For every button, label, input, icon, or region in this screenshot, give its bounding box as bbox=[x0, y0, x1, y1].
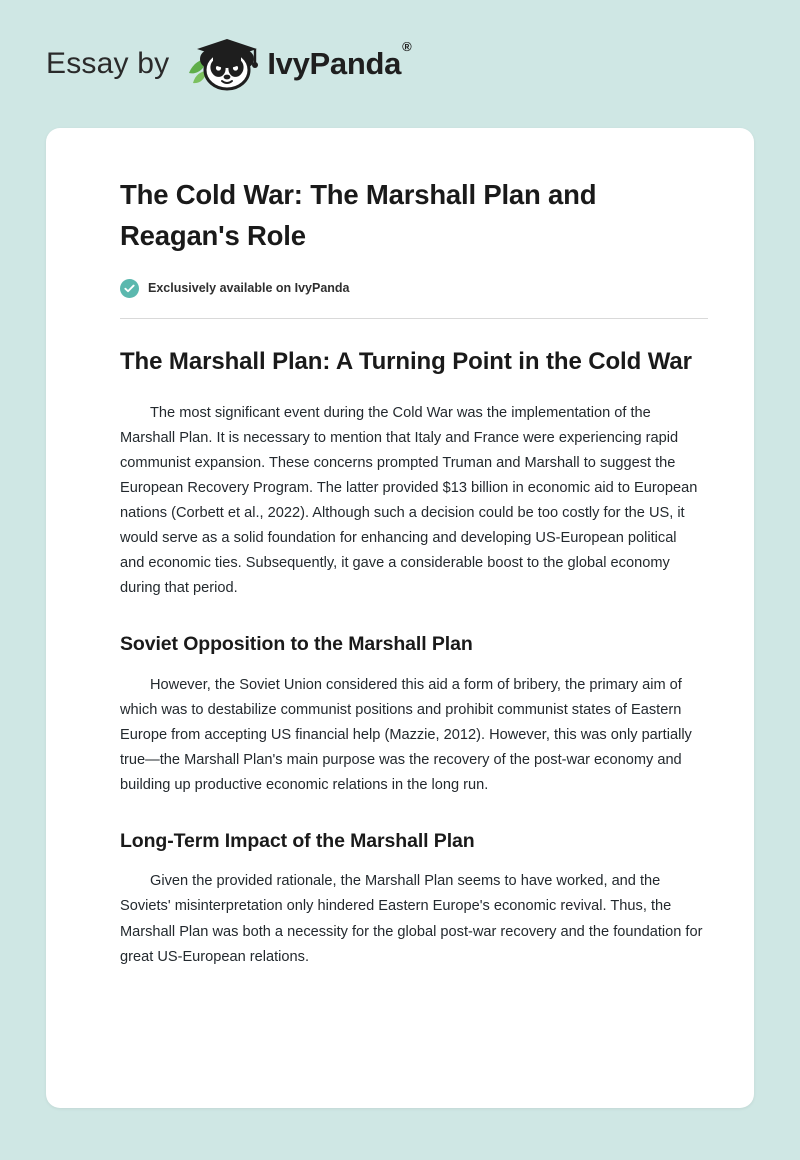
exclusive-label: Exclusively available on IvyPanda bbox=[148, 281, 350, 295]
brand[interactable] bbox=[46, 33, 410, 95]
brand-trademark: ® bbox=[402, 38, 412, 54]
document-card bbox=[46, 128, 754, 1108]
check-circle-icon bbox=[120, 279, 139, 298]
section-heading-3: Long-Term Impact of the Marshall Plan bbox=[120, 830, 475, 853]
section-heading-1: The Marshall Plan: A Turning Point in the Cold War bbox=[120, 347, 692, 375]
section-heading-2: Soviet Opposition to the Marshall Plan bbox=[120, 633, 473, 656]
essay-by-label: Essay by bbox=[46, 47, 170, 80]
section-paragraph-3: Given the provided rationale, the Marshall Plan seems to have worked, and the Soviets' misinterpretation only hindered Eastern Europe's economic revival. Thus, the Marshall Plan was both a necessity for the global post-war recovery and the foundation for great US-European relations. bbox=[120, 873, 703, 965]
exclusive-badge bbox=[74, 279, 726, 298]
page-title: The Cold War: The Marshall Plan and Reagan's Role bbox=[120, 179, 597, 252]
title-divider bbox=[120, 318, 708, 319]
brand-wordmark bbox=[267, 38, 412, 82]
panda-graduate-icon bbox=[183, 33, 261, 95]
brand-name: IvyPanda bbox=[267, 46, 402, 81]
brand-logo[interactable] bbox=[183, 33, 410, 95]
site-header bbox=[0, 0, 800, 128]
section-paragraph-1: The most significant event during the Cold War was the implementation of the Marshall Plan. It is necessary to mention that Italy and France were experiencing rapid communist expansion. These concerns prompted Truman and Marshall to suggest the European Recovery Program. The latter provided $13 billion in economic aid to European nations (Corbett et al., 2022). Although such a decision could be too costly for the US, it would serve as a solid foundation for enhancing and developing US-European political and economic ties. Subsequently, it gave a considerable boost to the global economy during that period. bbox=[120, 404, 698, 597]
section-paragraph-2: However, the Soviet Union considered this aid a form of bribery, the primary aim of which was to destabilize communist positions and prohibit communist states of Eastern Europe from accepting US financial help (Mazzie, 2012). However, this was only partially true—the Marshall Plan's main purpose was the recovery of the post-war economy and building up productive economic relations in the long run. bbox=[120, 676, 692, 793]
document-body bbox=[74, 174, 726, 970]
